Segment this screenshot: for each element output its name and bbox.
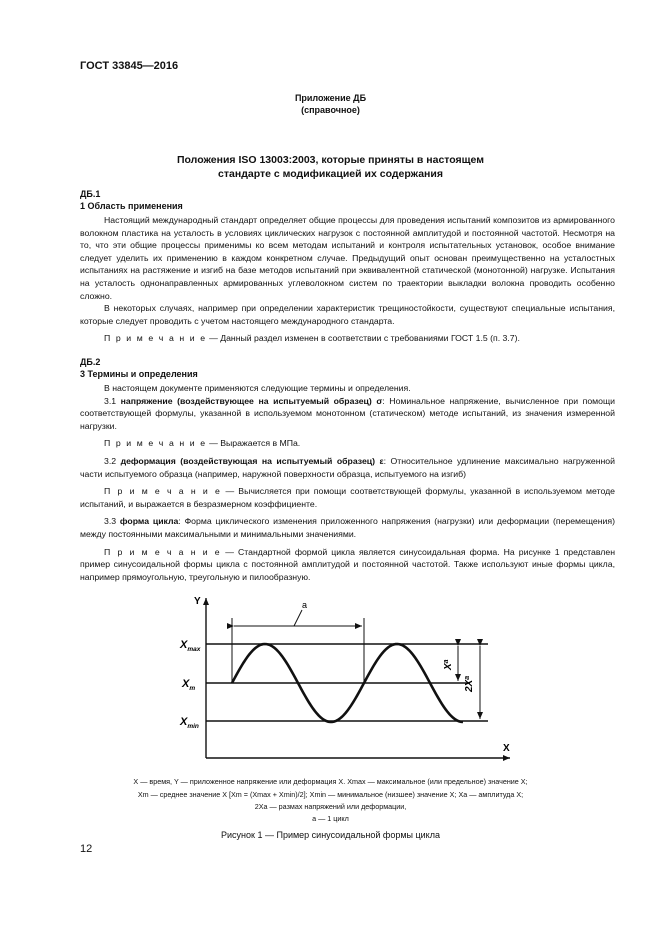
term-number: 3.3 <box>104 516 120 527</box>
db1-paragraph-1: Настоящий международный стандарт определяет общие процессы для проведения испытаний композитов из армированного волокном пластика на усталость в условиях циклических нагрузок с постоянной амплитудой и постоянной частотой. Несмотря на то, что эти общие процессы применимы ко всем методам испытаний и контроля испытательных установок, особое внимание следует уделить их применению в каждом конкретном случае. Предыдущий опыт основан преимущественно на усталостных испытаниях на растяжение и изгиб на базе методов испытаний при эквивалентной статической (монотонной) нагрузке. Испытания на усталость однонаправленных армированных углеволокном систем по траектории выкладки волокна проводить особенно сложно. <box>80 215 615 301</box>
x-axis-label: X <box>503 743 510 754</box>
term-name: напряжение (воздействующее на испытуемый образец) σ <box>120 395 383 406</box>
term-3-1 <box>80 395 615 433</box>
term-3-2 <box>80 455 615 480</box>
note-3-3 <box>80 546 615 584</box>
range-label: $2X^a$ <box>464 675 475 692</box>
db1-paragraph-2: В некоторых случаях, например при определении характеристик трещиностойкости, существуют специальные испытания, которые следует проводить с учетом настоящего международного стандарта. <box>80 303 615 326</box>
note-text: — Вычисляется при помощи соответствующей формулы, указанной в используемом методе испытаний, и выражается в безразмерном коэффициенте. <box>80 486 615 509</box>
xmin-label: $X_{min}$ <box>180 716 199 730</box>
note-text: — Выражается в МПа. <box>206 438 301 449</box>
term-number: 3.2 <box>104 455 121 466</box>
term-number: 3.1 <box>104 395 121 406</box>
main-title-line1: Положения ISO 13003:2003, которые приняты в настоящем <box>176 154 485 166</box>
note-text: — Данный раздел изменен в соответствии с требованиями ГОСТ 1.5 (п. 3.7). <box>206 333 520 344</box>
note-3-2 <box>80 485 615 510</box>
sine-cycle-figure <box>170 588 520 768</box>
note-label: П р и м е ч а н и е <box>104 438 207 449</box>
section-db1-label: ДБ.1 <box>80 189 101 199</box>
section-db2-heading: 3 Термины и определения <box>80 369 198 379</box>
db1-note <box>80 332 615 345</box>
period-leader <box>294 610 302 626</box>
figure-legend-line3: 2Xa — размах напряжений или деформации, <box>254 802 407 811</box>
section-db2 <box>80 356 615 583</box>
note-label: П р и м е ч а н и е <box>104 546 222 557</box>
db2-intro: В настоящем документе применяются следующие термины и определения. <box>104 383 411 393</box>
xmax-label: $X_{max}$ <box>180 639 201 653</box>
amplitude-label: $X^a$ <box>443 659 454 670</box>
section-db2-label: ДБ.2 <box>80 357 101 367</box>
page-number: 12 <box>80 843 93 855</box>
note-text: — Стандартной формой цикла является синусоидальная форма. На рисунке 1 представлен пример синусоидальной формы цикла с постоянной амплитудой и постоянной частотой. Также используют иные формы цикла, например прямоугольную, треугольную и пилообразную. <box>80 546 615 582</box>
appendix-subtitle: (справочное) <box>301 105 360 115</box>
appendix-title: Приложение ДБ <box>294 93 367 103</box>
figure-legend-line2: Xm — среднее значение X [Xm = (Xmax + Xmin)/2]; Xmin — минимальное (низшее) значение X; Xa — амплитуда X; <box>137 790 524 799</box>
figure-caption: Рисунок 1 — Пример синусоидальной формы цикла <box>221 830 440 840</box>
section-db1 <box>80 188 615 345</box>
document-header: ГОСТ 33845—2016 <box>80 60 179 72</box>
term-name: деформация (воздействующая на испытуемый образец) ε <box>120 455 384 466</box>
term-3-3 <box>80 515 615 540</box>
figure-legend-line1: X — время, Y — приложенное напряжение или деформация X. Xmax — максимальное (или предельное) значение X; <box>133 777 528 786</box>
section-db1-heading: 1 Область применения <box>80 201 183 211</box>
figure-legend-line4: a — 1 цикл <box>312 814 349 823</box>
term-definition: : Номинальное напряжение, вычисленное при помощи соответствующей формулы, указанной в используемом монотонном (статическом) методе испытаний, из значения измеренной нагрузки. <box>80 395 615 431</box>
xm-label: $X_m$ <box>182 678 196 692</box>
term-definition: : Относительное удлинение максимально нагруженной части испытуемого образца (например, наружной поверхности образца, испытуемого на изгиб) <box>80 455 615 479</box>
main-title-line2: стандарте с модификацией их содержания <box>218 168 443 180</box>
note-3-1 <box>80 437 615 450</box>
note-label: П р и м е ч а н и е <box>104 333 207 344</box>
note-label: П р и м е ч а н и е <box>104 486 222 497</box>
y-axis-label: Y <box>194 596 201 607</box>
term-definition: : Форма циклического изменения приложенного напряжения (нагрузки) или деформации (перемещения) между постоянными максимальными и минимальными значениями. <box>80 516 615 539</box>
period-label: a <box>302 600 308 610</box>
term-name: форма цикла <box>119 516 179 527</box>
